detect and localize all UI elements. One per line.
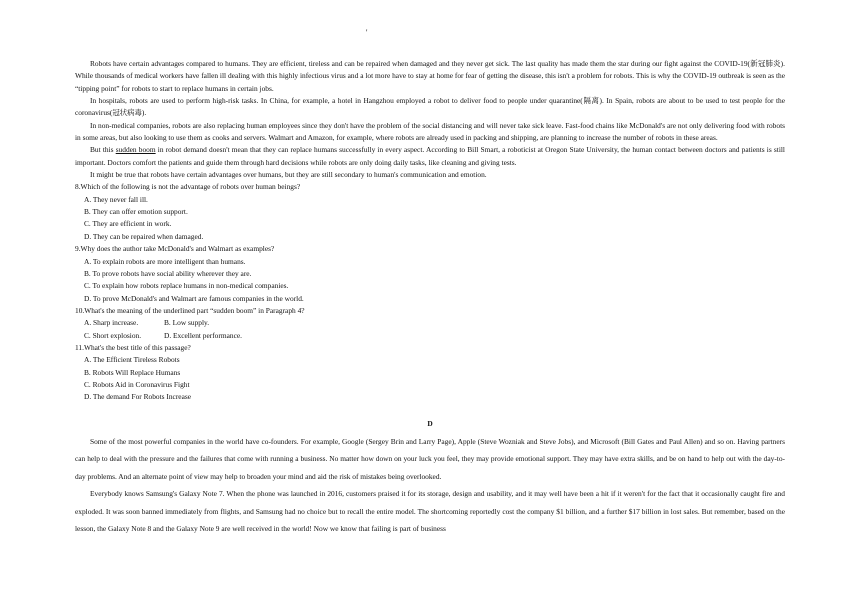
passage-d [75,418,785,538]
option-d: D. They can be repaired when damaged. [84,231,204,241]
question-10 [75,305,785,342]
passage-c-paragraph-4 [75,144,785,169]
passage-d-heading: D [427,418,433,428]
question-8 [75,181,785,243]
question-stem: 11.What's the best title of this passage? [75,342,191,352]
underlined-sudden-boom: sudden boom [115,145,156,155]
passage-c-paragraph-5: It might be true that robots have certain advantages over humans, but they are still secondary to human's communication and emotion. [90,170,487,180]
passage-d-paragraph-2: Everybody knows Samsung's Galaxy Note 7. When the phone was launched in 2016, customers praised it for its storage, design and usability, and it may well have been a hit if it weren't for the fact that it occasionally caught fire and exploded. It was soon banned immediately from flights, and Samsung had no choice but to recall the entire model. The shortcoming reportedly cost the company $1 billion, and a further $17 billion in lost sales. But remember, based on the lesson, the Galaxy Note 8 and the Galaxy Note 9 are well received in the world! Now we know that failing is part of business [75,489,785,533]
passage-c-paragraph-2: In hospitals, robots are used to perform high-risk tasks. In China, for example, a hotel in Hangzhou employed a robot to deliver food to people under quarantine(隔离). In Spain, robots are about to be used to test people for the coronavirus(冠状病毒). [75,96,785,118]
option-a: A. To explain robots are more intelligent than humans. [84,256,246,266]
option-a: A. Sharp increase. [84,318,139,328]
option-c: C. Robots Aid in Coronavirus Fight [84,379,190,389]
option-d: D. To prove McDonald's and Walmart are famous companies in the world. [84,293,304,303]
passage-c-paragraph-1: Robots have certain advantages compared to humans. They are efficient, tireless and can be repaired when damaged and they never get sick. The last quality has made them the star during our fight against the COVID-19(新冠肺炎). While thousands of medical workers have fallen ill dealing with this highly infectious virus and a lot more have to stay at home for fear of getting the disease, this isn't a problem for robots. This is why the COVID-19 outbreak is seen as the “tipping point” for robots to start to replace humans in certain jobs. [75,59,785,93]
question-stem: 9.Why does the author take McDonald's and Walmart as examples? [75,244,275,254]
question-9 [75,243,785,305]
option-c: C. Short explosion. [84,330,142,340]
option-d: D. The demand For Robots Increase [84,392,192,402]
option-b: B. Robots Will Replace Humans [84,367,181,377]
option-a: A. They never fall ill. [84,194,148,204]
options-row-2 [84,330,785,342]
option-b: B. To prove robots have social ability wherever they are. [84,268,252,278]
passage-c [75,58,785,181]
passage-d-paragraph-1: Some of the most powerful companies in the world have co-founders. For example, Google (Sergey Brin and Larry Page), Apple (Steve Wozniak and Steve Jobs), and Microsoft (Bill Gates and Paul Allen) and so on. Having partners can help to deal with the pressure and the failures that come with running a business. No matter how down on your luck you feel, they may provide emotional support. They may have extra skills, and be on hand to help out with the day-to-day problems. And an alternate point of view may help to broaden your mind and aid the risk of mistakes being overlooked. [75,436,785,481]
question-stem: 8.Which of the following is not the advantage of robots over human beings? [75,182,301,192]
question-11 [75,342,785,404]
option-c: C. They are efficient in work. [84,219,172,229]
p4-before: But this [90,145,116,155]
exam-page [75,58,785,537]
p4-after: in robot demand doesn't mean that they can replace humans successfully in every aspect. According to Bill Smart, a roboticist at Oregon State University, the human contact between doctors and patients is still important. Doctors comfort the patients and guide them through hard decisions while robots are only doing daily tasks, like cleaning and giving tests. [75,145,785,167]
option-b: B. They can offer emotion support. [84,207,188,217]
passage-c-paragraph-3: In non-medical companies, robots are also replacing human employees since they don't have the problem of the social distancing and will never take sick leave. Fast-food chains like McDonald's are not only delivering food with robots in some areas, but also looking to use them as cooks and servers. Walmart and Amazon, for example, where robots are already used in packing and shipping, are planning to increase the number of robots in these areas. [75,120,785,143]
option-c: C. To explain how robots replace humans in non-medical companies. [84,281,289,291]
option-d: D. Excellent performance. [164,330,242,340]
header-mark: ' [366,28,368,37]
options-row-1 [84,317,785,329]
option-b: B. Low supply. [164,318,210,328]
question-stem: 10.What's the meaning of the underlined part “sudden boom” in Paragraph 4? [75,305,305,315]
option-a: A. The Efficient Tireless Robots [84,355,180,365]
